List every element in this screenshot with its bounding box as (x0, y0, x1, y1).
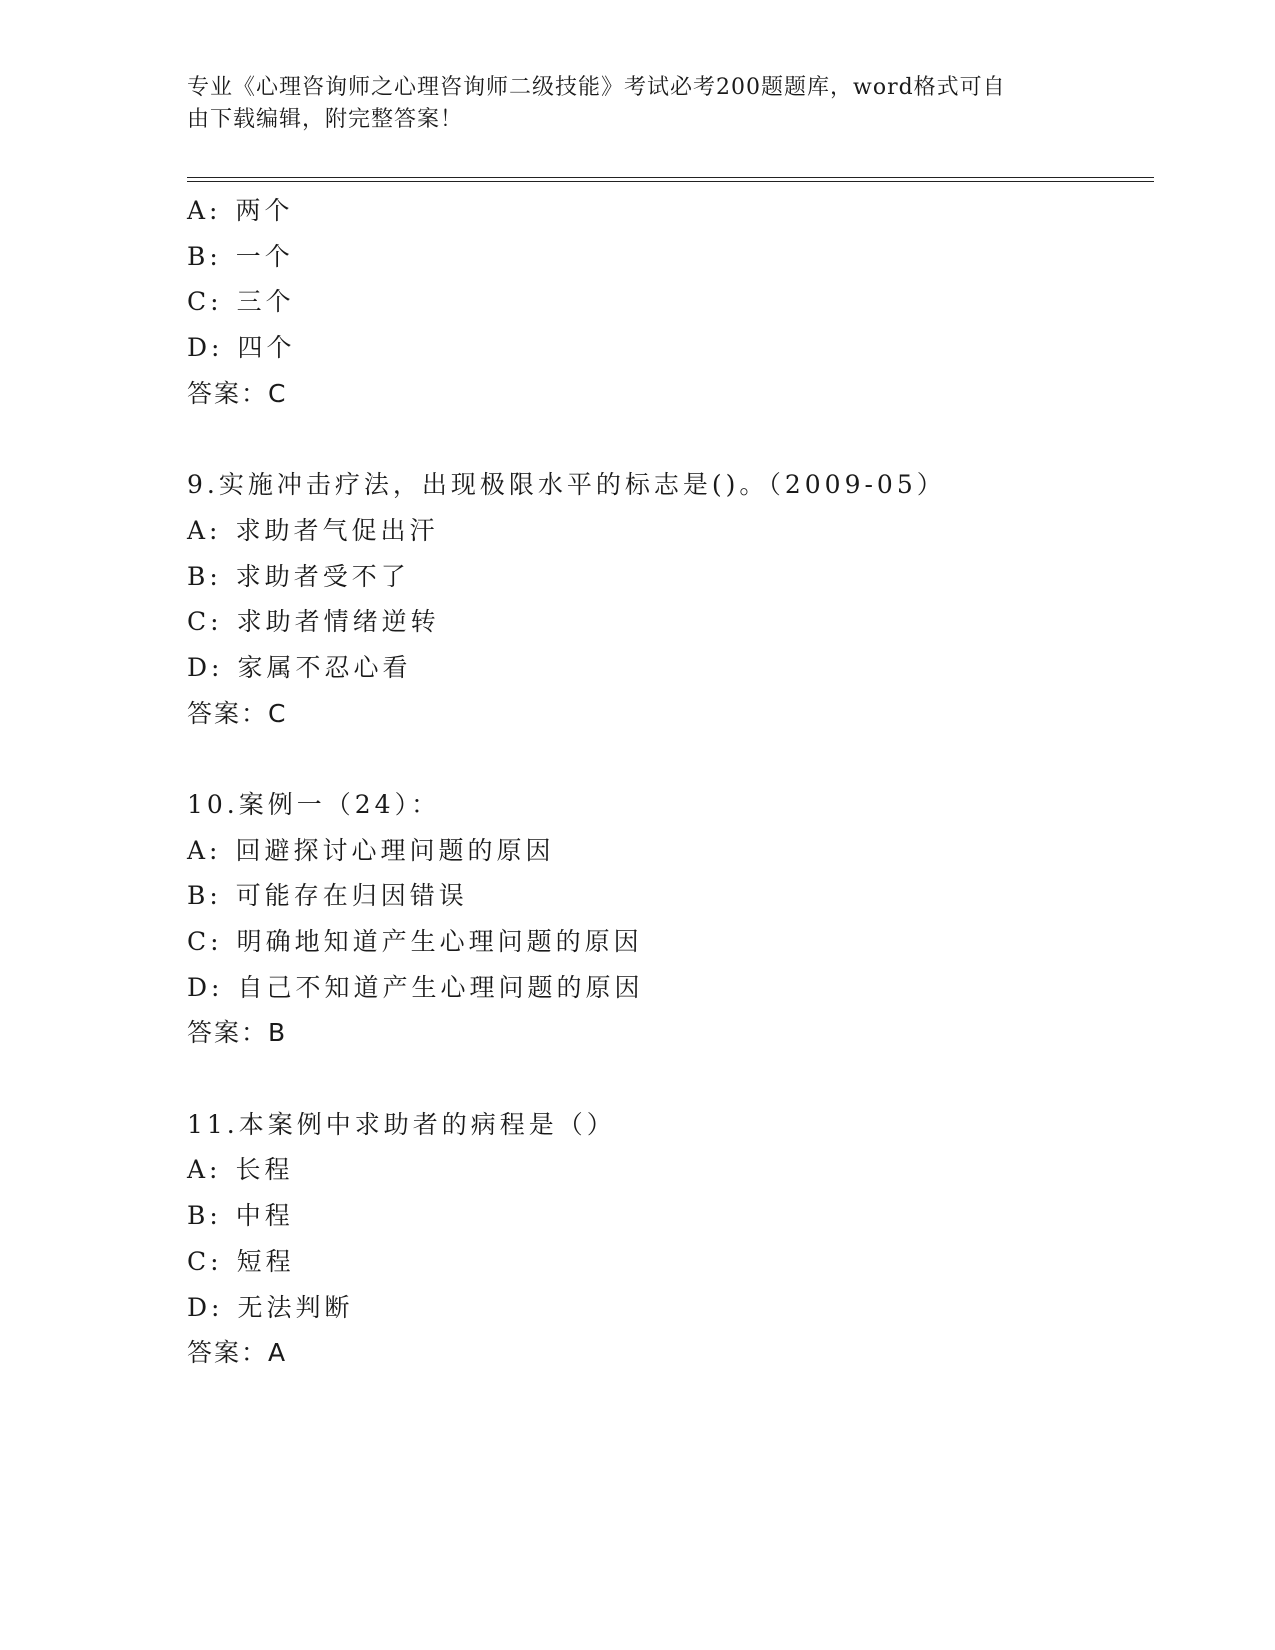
option-a: A: 长程 (187, 1155, 294, 1185)
option-b: B: 可能存在归因错误 (187, 881, 468, 911)
header-divider (187, 177, 1154, 182)
option-b: B: 中程 (187, 1201, 294, 1231)
document-header (187, 72, 1067, 136)
answer-line: 答案：A (187, 1338, 287, 1368)
answer-line: 答案：B (187, 1018, 287, 1048)
question-block (187, 188, 1147, 416)
option-b: B: 一个 (187, 241, 294, 271)
option-d: D: 四个 (187, 333, 296, 363)
answer-line: 答案：C (187, 378, 287, 408)
option-a: A: 两个 (187, 196, 294, 225)
header-line-2: 由下载编辑，附完整答案！ (187, 107, 464, 132)
option-c: C: 明确地知道产生心理问题的原因 (187, 927, 643, 956)
question-list (187, 188, 1147, 1376)
question-stem: 11.本案例中求助者的病程是（） (187, 1109, 616, 1139)
question-block (187, 1102, 1147, 1376)
header-line-1: 专业《心理咨询师之心理咨询师二级技能》考试必考200题题库，word格式可自 (187, 75, 1006, 100)
option-a: A: 求助者气促出汗 (187, 515, 439, 545)
question-stem: 9.实施冲击疗法，出现极限水平的标志是()。（2009-05） (187, 470, 946, 500)
option-c: C: 三个 (187, 287, 295, 317)
question-stem: 10.案例一（24）： (187, 789, 441, 819)
option-c: C: 短程 (187, 1246, 295, 1276)
option-d: D: 无法判断 (187, 1292, 354, 1322)
option-d: D: 家属不忍心看 (187, 652, 412, 682)
option-c: C: 求助者情绪逆转 (187, 607, 440, 637)
option-a: A: 回避探讨心理问题的原因 (187, 835, 555, 865)
question-block (187, 782, 1147, 1056)
option-d: D: 自己不知道产生心理问题的原因 (187, 972, 644, 1002)
option-b: B: 求助者受不了 (187, 561, 410, 591)
question-block (187, 462, 1147, 736)
answer-line: 答案：C (187, 698, 287, 728)
